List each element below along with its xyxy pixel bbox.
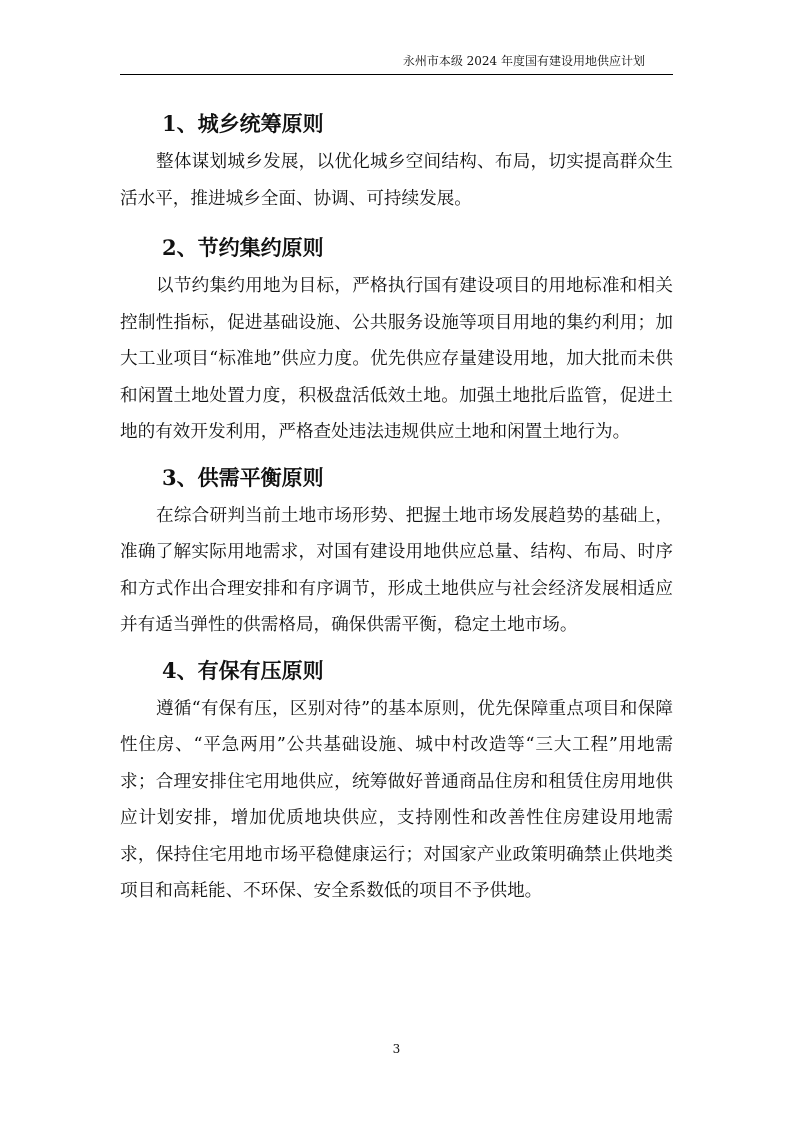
- header-title: 永州市本级 2024 年度国有建设用地供应计划: [402, 54, 645, 68]
- section-heading: 4、有保有压原则: [162, 657, 324, 683]
- section-paragraph: 遵循“有保有压，区别对待”的基本原则，优先保障重点项目和保障性住房、“平急两用”公共基础设施、城中村改造等“三大工程”用地需求；合理安排住宅用地供应，统筹做好普通商品住房和租赁住房用地供应计划安排，增加优质地块供应，支持刚性和改善性住房建设用地需求，保持住宅用地市场平稳健康运行；对国家产业政策明确禁止供地类项目和高耗能、不环保、安全系数低的项目不予供地。: [120, 698, 673, 901]
- section-heading: 2、节约集约原则: [162, 235, 324, 260]
- page-header: [120, 50, 673, 75]
- section-priority: [120, 651, 673, 910]
- section-paragraph: 在综合研判当前土地市场形势、把握土地市场发展趋势的基础上，准确了解实际用地需求，对国有建设用地供应总量、结构、布局、时序和方式作出合理安排和有序调节，形成土地供应与社会经济发展相适应并有适当弹性的供需格局，确保供需平衡，稳定土地市场。: [120, 505, 673, 635]
- document-body: [120, 104, 673, 910]
- section-heading: 3、供需平衡原则: [162, 464, 324, 490]
- section-supply-demand: [120, 458, 673, 644]
- section-paragraph: 整体谋划城乡发展，以优化城乡空间结构、布局，切实提高群众生活水平，推进城乡全面、协调、可持续发展。: [120, 152, 673, 209]
- section-urban-rural: [120, 104, 673, 217]
- section-land-saving: [120, 228, 673, 451]
- section-heading: 1、城乡统筹原则: [162, 111, 324, 136]
- section-paragraph: 以节约集约用地为目标，严格执行国有建设项目的用地标准和相关控制性指标，促进基础设施、公共服务设施等项目用地的集约利用；加大工业项目“标准地”供应力度。优先供应存量建设用地，加大批而未供和闲置土地处置力度，积极盘活低效土地。加强土地批后监管，促进土地的有效开发利用，严格查处违法违规供应土地和闲置土地行为。: [120, 276, 673, 442]
- page-number: 3: [392, 1042, 401, 1056]
